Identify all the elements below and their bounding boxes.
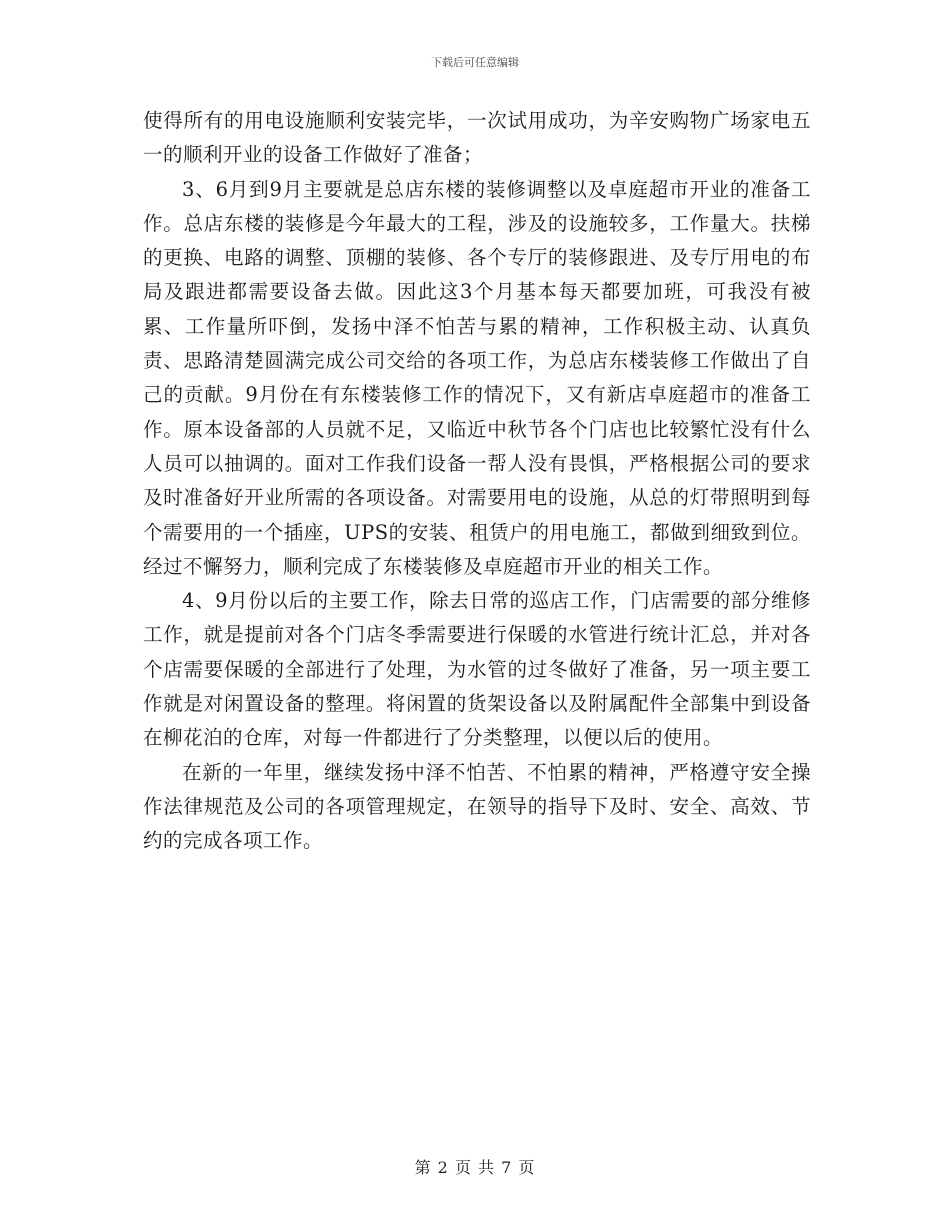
page-number: 第 2 页 共 7 页 xyxy=(414,1158,536,1177)
document-body xyxy=(143,104,811,859)
paragraph-closing: 在新的一年里，继续发扬中泽不怕苦、不怕累的精神，严格遵守安全操作法律规范及公司的各项管理规定，在领导的指导下及时、安全、高效、节约的完成各项工作。 xyxy=(143,760,811,853)
paragraph-item-3: 3、6月到9月主要就是总店东楼的装修调整以及卓庭超市开业的准备工作。总店东楼的装修是今年最大的工程，涉及的设施较多，工作量大。扶梯的更换、电路的调整、顶棚的装修、各个专厅的装修跟进、及专厅用电的布局及跟进都需要设备去做。因此这3个月基本每天都要加班，可我没有被累、工作量所吓倒，发扬中泽不怕苦与累的精神，工作积极主动、认真负责、思路清楚圆满完成公司交给的各项工作，为总店东楼装修工作做出了自己的贡献。9月份在有东楼装修工作的情况下，又有新店卓庭超市的准备工作。原本设备部的人员就不足，又临近中秋节各个门店也比较繁忙没有什么人员可以抽调的。面对工作我们设备一帮人没有畏惧，严格根据公司的要求及时准备好开业所需的各项设备。对需要用电的设施，从总的灯带照明到每个需要用的一个插座，UPS的安装、租赁户的用电施工，都做到细致到位。经过不懈努力，顺利完成了东楼装修及卓庭超市开业的相关工作。 xyxy=(143,177,811,578)
header-note: 下载后可任意编辑 xyxy=(431,56,519,69)
paragraph-item-4: 4、9月份以后的主要工作，除去日常的巡店工作，门店需要的部分维修工作，就是提前对各个门店冬季需要进行保暖的水管进行统计汇总，并对各个店需要保暖的全部进行了处理，为水管的过冬做好了准备，另一项主要工作就是对闲置设备的整理。将闲置的货架设备以及附属配件全部集中到设备在柳花泊的仓库，对每一件都进行了分类整理，以便以后的使用。 xyxy=(143,589,811,750)
paragraph-continuation: 使得所有的用电设施顺利安装完毕，一次试用成功，为辛安购物广场家电五一的顺利开业的设备工作做好了准备； xyxy=(143,109,811,167)
